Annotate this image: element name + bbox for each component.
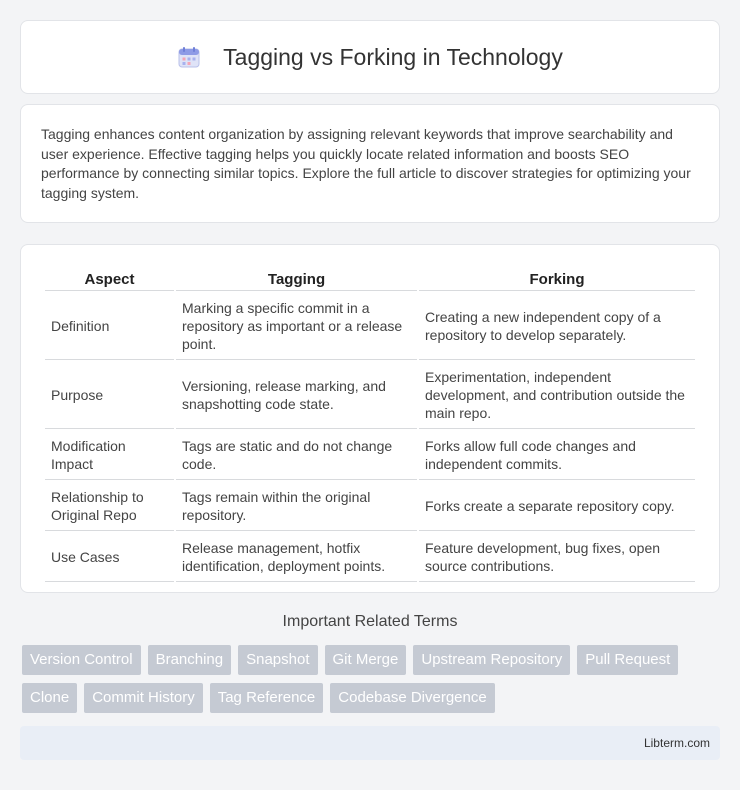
cell-aspect: Use Cases — [45, 533, 174, 582]
table-header-row — [45, 267, 695, 291]
term-tag[interactable]: Pull Request — [577, 645, 678, 675]
intro-text: Tagging enhances content organization by assigning relevant keywords that improve searchability and user experience. Effective tagging helps you quickly locate related information and boosts SEO performance by connecting similar topics. Explore the full article to discover strategies for optimizing your tagging system. — [41, 126, 691, 201]
calendar-icon — [177, 45, 201, 69]
term-tag[interactable]: Codebase Divergence — [330, 683, 494, 713]
cell-aspect: Modification Impact — [45, 431, 174, 480]
term-tag[interactable]: Git Merge — [325, 645, 407, 675]
related-terms-heading: Important Related Terms — [282, 613, 458, 630]
cell-aspect: Definition — [45, 293, 174, 360]
table-row — [45, 431, 695, 480]
cell-forking: Creating a new independent copy of a repository to develop separately. — [419, 293, 695, 360]
cell-aspect: Relationship to Original Repo — [45, 482, 174, 531]
cell-tagging: Versioning, release marking, and snapshotting code state. — [176, 362, 417, 429]
cell-tagging: Marking a specific commit in a repository as important or a release point. — [176, 293, 417, 360]
table-row — [45, 533, 695, 582]
term-tag[interactable]: Clone — [22, 683, 77, 713]
cell-forking: Feature development, bug fixes, open source contributions. — [419, 533, 695, 582]
cell-forking: Forks create a separate repository copy. — [419, 482, 695, 531]
footer — [20, 726, 720, 760]
cell-tagging: Tags are static and do not change code. — [176, 431, 417, 480]
term-tag[interactable]: Snapshot — [238, 645, 317, 675]
table-row — [45, 482, 695, 531]
term-tag[interactable]: Commit History — [84, 683, 203, 713]
header-aspect: Aspect — [45, 267, 174, 291]
related-terms-list — [22, 645, 722, 713]
header-forking: Forking — [419, 267, 695, 291]
table-row — [45, 362, 695, 429]
cell-tagging: Release management, hotfix identification, deployment points. — [176, 533, 417, 582]
cell-forking: Experimentation, independent development, and contribution outside the main repo. — [419, 362, 695, 429]
cell-aspect: Purpose — [45, 362, 174, 429]
footer-site-link[interactable]: Libterm.com — [643, 736, 710, 750]
header-card — [20, 20, 720, 94]
table-row — [45, 293, 695, 360]
header-tagging: Tagging — [176, 267, 417, 291]
cell-tagging: Tags remain within the original repository. — [176, 482, 417, 531]
term-tag[interactable]: Branching — [148, 645, 232, 675]
intro-card — [20, 104, 720, 223]
term-tag[interactable]: Tag Reference — [210, 683, 324, 713]
cell-forking: Forks allow full code changes and independent commits. — [419, 431, 695, 480]
term-tag[interactable]: Version Control — [22, 645, 141, 675]
comparison-table — [43, 265, 697, 584]
page-title: Tagging vs Forking in Technology — [223, 43, 563, 70]
comparison-card — [20, 244, 720, 593]
term-tag[interactable]: Upstream Repository — [413, 645, 570, 675]
